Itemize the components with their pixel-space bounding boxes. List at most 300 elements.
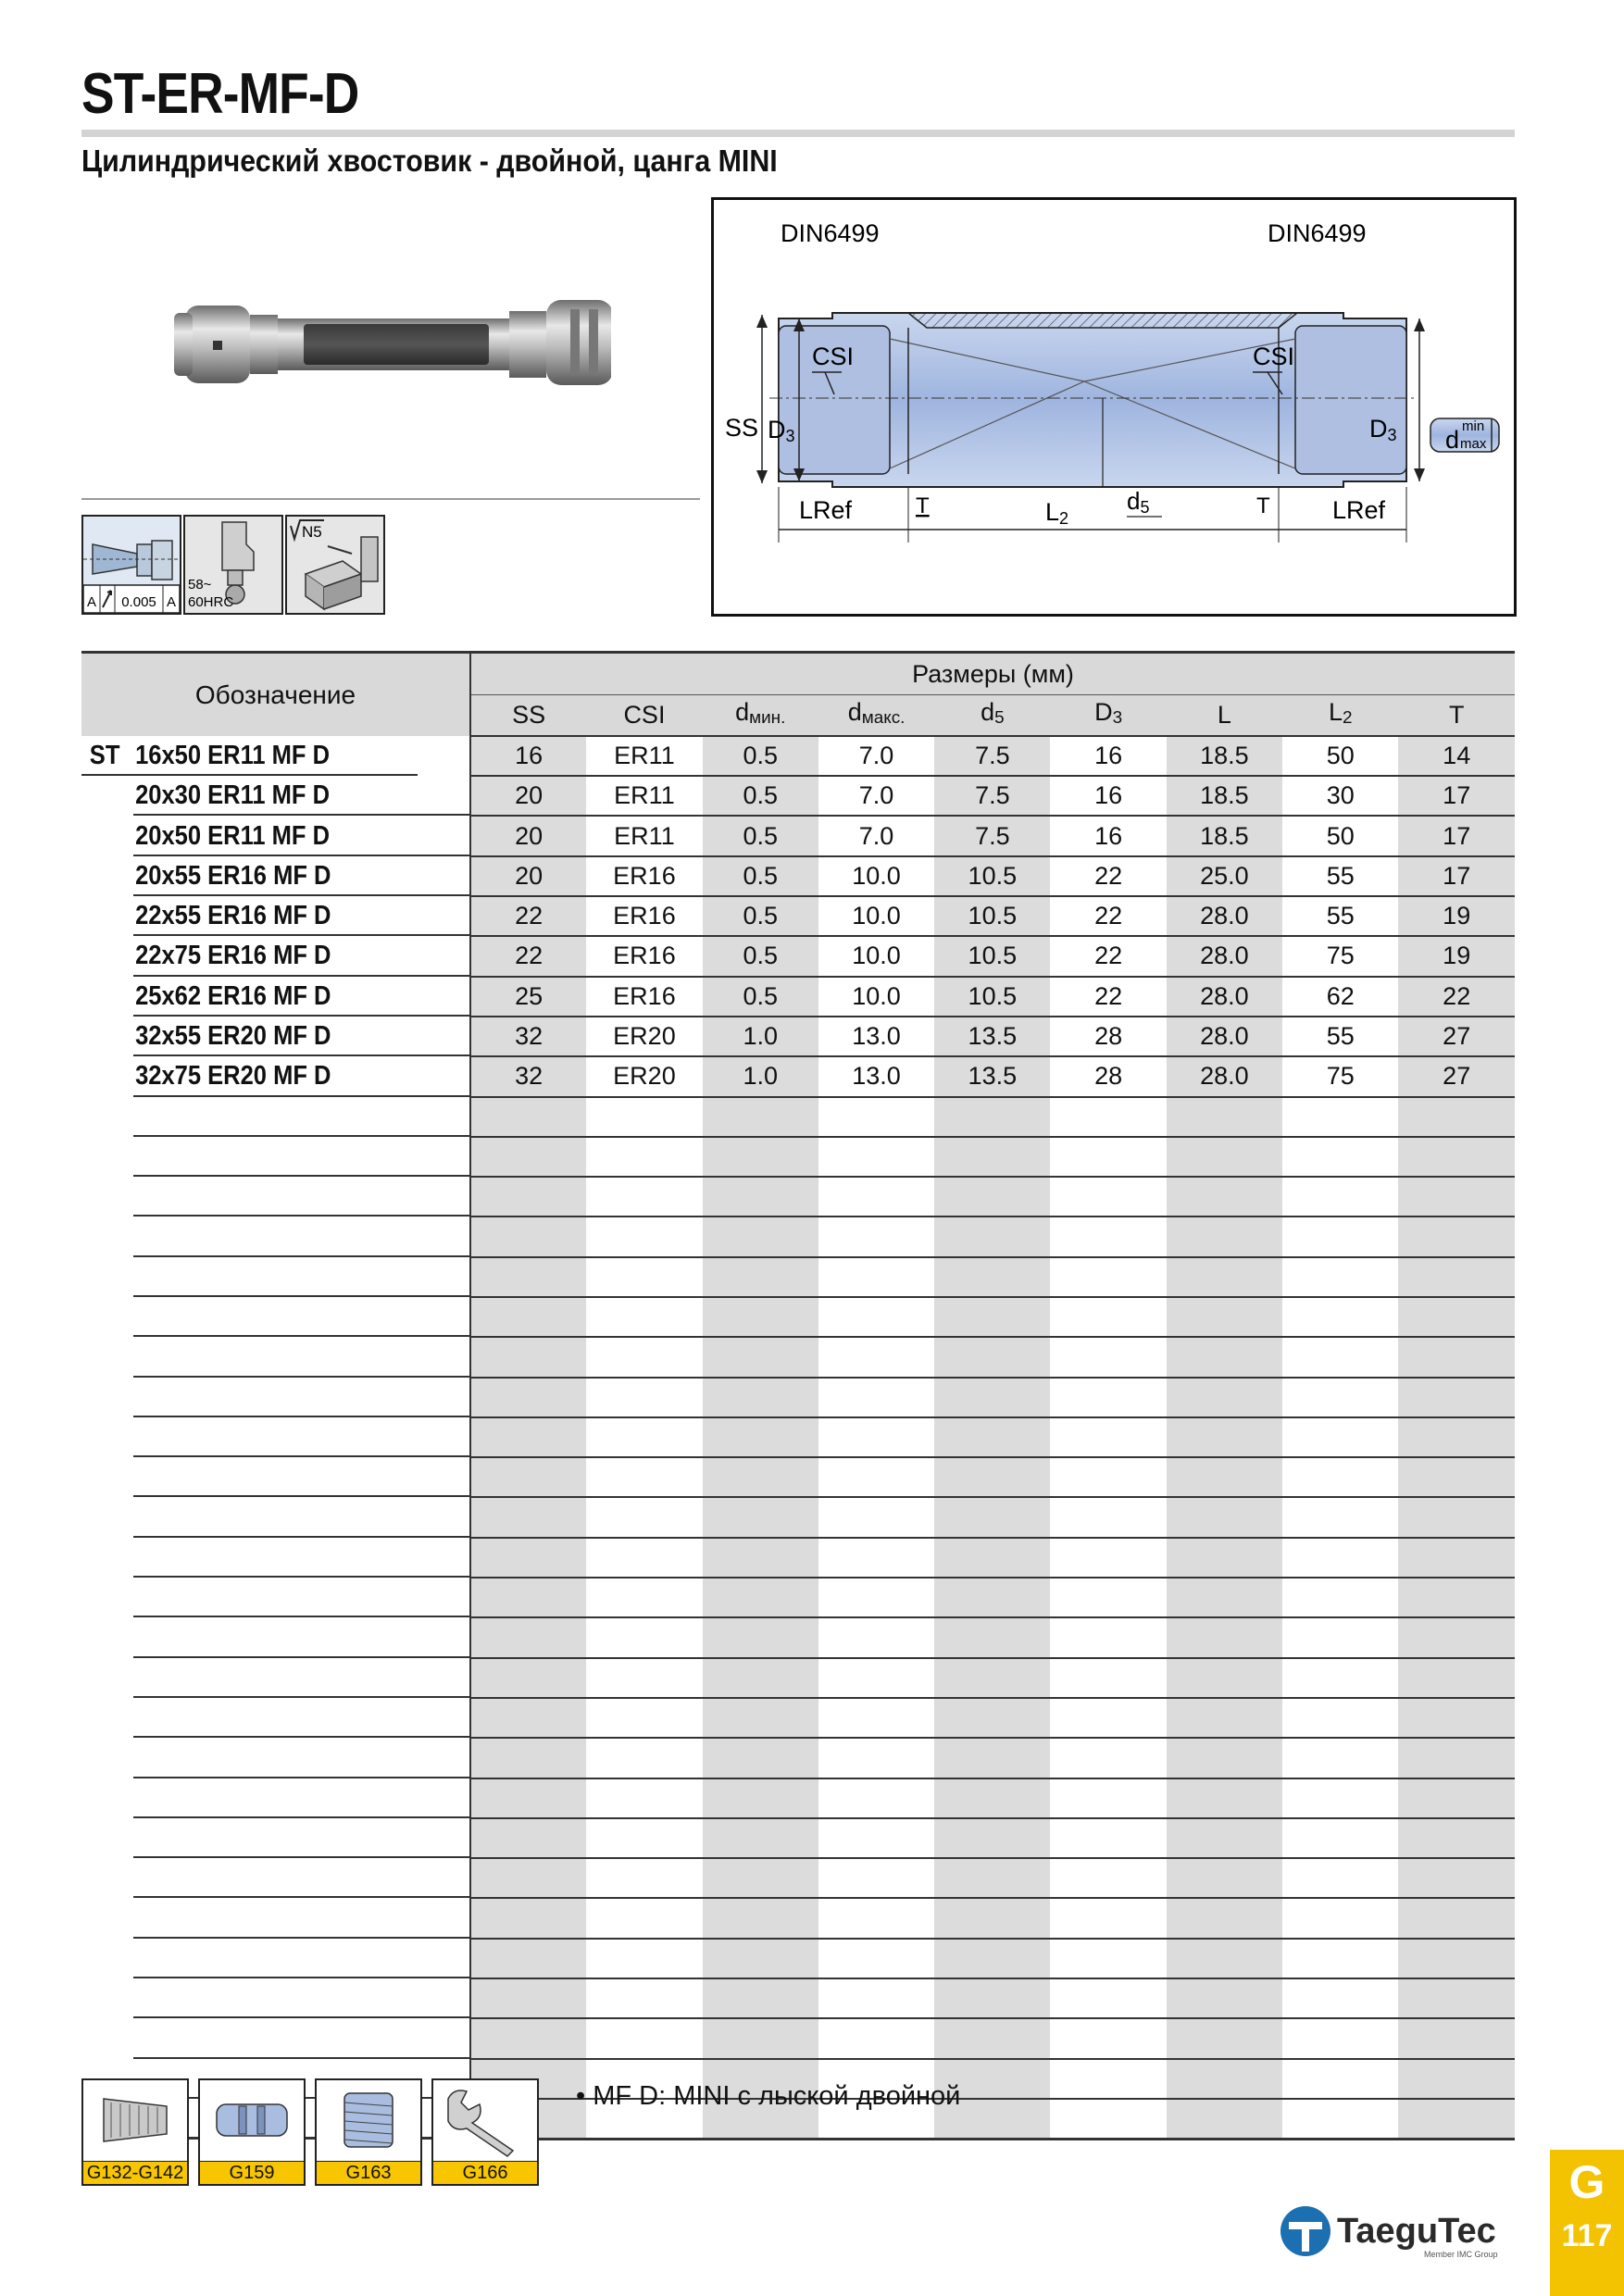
table-cell bbox=[470, 1297, 586, 1337]
table-cell: ER16 bbox=[586, 936, 702, 976]
table-cell bbox=[703, 1257, 818, 1297]
designation-cell bbox=[81, 1858, 470, 1898]
table-cell bbox=[1050, 2099, 1166, 2140]
table-cell bbox=[1398, 1137, 1515, 1177]
designation-cell: 22x75 ER16 MF D bbox=[81, 936, 470, 976]
table-row bbox=[81, 896, 1515, 936]
table-cell bbox=[1050, 1417, 1166, 1457]
table-row bbox=[81, 1297, 1515, 1337]
table-cell: 50 bbox=[1282, 736, 1398, 776]
table-cell bbox=[1050, 1617, 1166, 1657]
table-cell: 7.0 bbox=[818, 816, 934, 855]
ref-wrench[interactable] bbox=[431, 2078, 539, 2186]
table-cell bbox=[703, 1457, 818, 1497]
din-standard-left: DIN6499 bbox=[781, 219, 880, 247]
table-cell: 10.5 bbox=[934, 896, 1050, 936]
table-cell bbox=[1167, 1417, 1282, 1457]
table-cell bbox=[586, 2018, 702, 2058]
table-row bbox=[81, 816, 1515, 855]
table-cell: 7.5 bbox=[934, 736, 1050, 776]
table-cell bbox=[470, 1778, 586, 1818]
table-row bbox=[81, 1617, 1515, 1657]
table-cell: 19 bbox=[1398, 936, 1515, 976]
table-row bbox=[81, 1097, 1515, 1137]
designation-cell bbox=[81, 1177, 470, 1217]
designation-cell bbox=[81, 1297, 470, 1337]
table-cell bbox=[1398, 1617, 1515, 1657]
table-cell bbox=[1398, 1457, 1515, 1497]
table-cell: 16 bbox=[1050, 736, 1166, 776]
table-cell: ER20 bbox=[586, 1056, 702, 1096]
table-cell bbox=[703, 1818, 818, 1858]
table-cell bbox=[934, 1378, 1050, 1417]
table-cell bbox=[818, 1578, 934, 1617]
table-cell: 10.0 bbox=[818, 856, 934, 896]
hardness-line2: 60HRC bbox=[188, 594, 234, 610]
table-cell bbox=[1282, 2099, 1398, 2140]
table-cell: 17 bbox=[1398, 776, 1515, 816]
table-cell bbox=[703, 2018, 818, 2058]
table-cell bbox=[1282, 1658, 1398, 1698]
table-cell bbox=[818, 1939, 934, 1978]
table-cell bbox=[586, 1497, 702, 1537]
table-cell: 0.5 bbox=[703, 896, 818, 936]
designation-cell bbox=[81, 1257, 470, 1297]
footnote: • MF D: MINI с лыской двойной bbox=[576, 2081, 961, 2111]
table-cell bbox=[1167, 1738, 1282, 1778]
table-cell bbox=[703, 1538, 818, 1578]
title-rule bbox=[81, 130, 1515, 137]
table-cell bbox=[934, 1898, 1050, 1938]
table-cell: 0.5 bbox=[703, 856, 818, 896]
d5-label: d5 bbox=[1127, 487, 1150, 517]
table-cell bbox=[818, 1257, 934, 1297]
dimensions-header: Размеры (мм) bbox=[470, 653, 1515, 695]
table-cell bbox=[934, 1257, 1050, 1297]
table-cell bbox=[818, 2018, 934, 2058]
table-cell: 22 bbox=[1050, 936, 1166, 976]
table-cell bbox=[1282, 1378, 1398, 1417]
table-cell bbox=[1050, 1297, 1166, 1337]
designation-cell bbox=[81, 1457, 470, 1497]
clamping-nut-icon bbox=[317, 2080, 420, 2160]
table-cell bbox=[470, 1497, 586, 1537]
table-cell: 1.0 bbox=[703, 1056, 818, 1096]
designation-cell bbox=[81, 1738, 470, 1778]
table-cell: 7.0 bbox=[818, 776, 934, 816]
table-cell: 22 bbox=[1050, 977, 1166, 1017]
table-cell bbox=[1167, 1818, 1282, 1858]
table-cell bbox=[1282, 1217, 1398, 1256]
table-cell bbox=[703, 1578, 818, 1617]
table-row bbox=[81, 1538, 1515, 1578]
table-cell: 17 bbox=[1398, 856, 1515, 896]
table-cell bbox=[470, 1738, 586, 1778]
table-cell bbox=[1398, 1698, 1515, 1738]
table-row bbox=[81, 1578, 1515, 1617]
table-cell bbox=[1398, 1658, 1515, 1698]
table-cell bbox=[1167, 1658, 1282, 1698]
table-cell bbox=[934, 2018, 1050, 2058]
designation-cell: 32x55 ER20 MF D bbox=[81, 1017, 470, 1056]
table-cell bbox=[1282, 1578, 1398, 1617]
table-cell bbox=[1282, 1978, 1398, 2018]
table-cell bbox=[470, 1698, 586, 1738]
table-row bbox=[81, 1337, 1515, 1377]
designation-cell: 20x55 ER16 MF D bbox=[81, 856, 470, 896]
table-cell bbox=[1398, 1497, 1515, 1537]
table-cell bbox=[586, 1858, 702, 1898]
table-cell bbox=[470, 1858, 586, 1898]
runout-value: 0.005 bbox=[121, 594, 156, 610]
table-cell bbox=[1398, 1217, 1515, 1256]
table-cell bbox=[934, 1337, 1050, 1377]
collet-nut-icon bbox=[200, 2080, 304, 2160]
table-cell bbox=[470, 1939, 586, 1978]
table-cell bbox=[1282, 1818, 1398, 1858]
table-cell bbox=[703, 1617, 818, 1657]
table-cell bbox=[1282, 1097, 1398, 1137]
table-cell: 20 bbox=[470, 776, 586, 816]
brand-tagline: Member IMC Group bbox=[1424, 2250, 1498, 2259]
table-row bbox=[81, 1778, 1515, 1818]
table-cell: 62 bbox=[1282, 977, 1398, 1017]
designation-cell: 20x50 ER11 MF D bbox=[81, 816, 470, 855]
table-cell bbox=[1282, 1257, 1398, 1297]
table-row bbox=[81, 1457, 1515, 1497]
table-cell: 25.0 bbox=[1167, 856, 1282, 896]
table-cell bbox=[1282, 1497, 1398, 1537]
table-cell: 55 bbox=[1282, 856, 1398, 896]
designation-cell bbox=[81, 1417, 470, 1457]
table-cell bbox=[586, 1538, 702, 1578]
table-cell bbox=[934, 1538, 1050, 1578]
table-cell: ER11 bbox=[586, 736, 702, 776]
table-row bbox=[81, 1378, 1515, 1417]
table-cell bbox=[586, 1337, 702, 1377]
table-cell: 22 bbox=[1050, 856, 1166, 896]
table-cell bbox=[934, 1818, 1050, 1858]
table-row bbox=[81, 1257, 1515, 1297]
runout-pictogram bbox=[81, 515, 181, 615]
table-cell bbox=[470, 1417, 586, 1457]
table-cell bbox=[470, 1337, 586, 1377]
designation-cell: 20x30 ER11 MF D bbox=[81, 776, 470, 816]
table-cell bbox=[1167, 1297, 1282, 1337]
table-cell bbox=[586, 1378, 702, 1417]
table-cell bbox=[1050, 1257, 1166, 1297]
table-cell bbox=[586, 1457, 702, 1497]
table-cell bbox=[1167, 1978, 1282, 2018]
table-cell bbox=[1398, 1939, 1515, 1978]
table-cell: 30 bbox=[1282, 776, 1398, 816]
product-photo bbox=[148, 202, 611, 443]
table-cell bbox=[703, 1378, 818, 1417]
table-cell bbox=[1282, 2018, 1398, 2058]
table-row bbox=[81, 1658, 1515, 1698]
table-cell bbox=[1050, 2059, 1166, 2099]
csi-label-right: CSI bbox=[1253, 343, 1295, 370]
table-cell bbox=[1167, 1497, 1282, 1537]
table-cell bbox=[934, 1497, 1050, 1537]
lref-label-left: LRef bbox=[799, 496, 853, 524]
table-cell bbox=[470, 1538, 586, 1578]
table-cell: 7.0 bbox=[818, 736, 934, 776]
d-range-label: d bbox=[1445, 426, 1460, 454]
ref-label: G163 bbox=[317, 2161, 420, 2184]
table-cell bbox=[703, 1738, 818, 1778]
table-cell: 27 bbox=[1398, 1056, 1515, 1096]
column-header: L bbox=[1167, 695, 1282, 736]
designation-cell bbox=[81, 1137, 470, 1177]
table-cell bbox=[934, 1778, 1050, 1818]
table-cell: 17 bbox=[1398, 816, 1515, 855]
table-cell bbox=[1167, 2099, 1282, 2140]
table-cell bbox=[1167, 1898, 1282, 1938]
table-cell bbox=[586, 1778, 702, 1818]
table-cell bbox=[703, 1097, 818, 1137]
table-cell: 32 bbox=[470, 1017, 586, 1056]
table-cell: ER16 bbox=[586, 896, 702, 936]
table-cell: 28.0 bbox=[1167, 1056, 1282, 1096]
ref-collets[interactable] bbox=[81, 2078, 189, 2186]
table-cell bbox=[470, 1818, 586, 1858]
table-cell: 32 bbox=[470, 1056, 586, 1096]
csi-label-left: CSI bbox=[812, 343, 855, 370]
t-label-left: T bbox=[916, 493, 930, 518]
table-cell: 0.5 bbox=[703, 977, 818, 1017]
table-cell bbox=[470, 1898, 586, 1938]
table-cell: 18.5 bbox=[1167, 776, 1282, 816]
table-row bbox=[81, 1858, 1515, 1898]
designation-cell bbox=[81, 1617, 470, 1657]
ref-label: G166 bbox=[433, 2161, 537, 2184]
table-cell bbox=[1050, 1177, 1166, 1217]
table-cell bbox=[703, 1297, 818, 1337]
table-cell bbox=[1398, 1337, 1515, 1377]
table-cell bbox=[470, 1097, 586, 1137]
table-cell: ER16 bbox=[586, 977, 702, 1017]
page-number: 117 bbox=[1561, 2218, 1613, 2253]
table-cell bbox=[470, 1978, 586, 2018]
table-cell bbox=[1398, 1257, 1515, 1297]
table-cell bbox=[934, 1417, 1050, 1457]
brand-name: TaeguTec bbox=[1337, 2212, 1496, 2251]
table-cell bbox=[1050, 1538, 1166, 1578]
table-cell bbox=[586, 1738, 702, 1778]
table-cell bbox=[470, 1617, 586, 1657]
table-row bbox=[81, 1898, 1515, 1938]
table-cell: ER16 bbox=[586, 856, 702, 896]
table-cell: 0.5 bbox=[703, 936, 818, 976]
table-cell bbox=[1167, 1939, 1282, 1978]
table-cell bbox=[934, 1097, 1050, 1137]
column-header: $d_{макс.}$ bbox=[818, 695, 934, 736]
table-cell bbox=[1050, 1939, 1166, 1978]
designation-cell bbox=[81, 1778, 470, 1818]
table-cell bbox=[818, 1378, 934, 1417]
table-cell: 14 bbox=[1398, 736, 1515, 776]
table-cell bbox=[1282, 1698, 1398, 1738]
table-cell: 18.5 bbox=[1167, 816, 1282, 855]
table-cell: 50 bbox=[1282, 816, 1398, 855]
table-row bbox=[81, 776, 1515, 816]
table-cell bbox=[703, 1497, 818, 1537]
table-cell bbox=[934, 1457, 1050, 1497]
table-cell bbox=[818, 1658, 934, 1698]
table-cell: 16 bbox=[470, 736, 586, 776]
table-cell: 1.0 bbox=[703, 1017, 818, 1056]
table-cell bbox=[1282, 1898, 1398, 1938]
table-cell bbox=[818, 1738, 934, 1778]
l2-label: L2 bbox=[1045, 498, 1069, 528]
table-cell bbox=[1167, 1858, 1282, 1898]
table-cell bbox=[934, 1297, 1050, 1337]
table-cell bbox=[586, 1297, 702, 1337]
table-cell bbox=[586, 1217, 702, 1256]
table-cell bbox=[470, 1378, 586, 1417]
table-cell bbox=[586, 1257, 702, 1297]
table-cell bbox=[703, 1978, 818, 2018]
table-cell bbox=[818, 1858, 934, 1898]
table-cell bbox=[818, 1297, 934, 1337]
table-cell bbox=[934, 1658, 1050, 1698]
hardness-icon bbox=[185, 517, 281, 613]
table-cell: 22 bbox=[1398, 977, 1515, 1017]
table-cell bbox=[1282, 1939, 1398, 1978]
table-cell bbox=[818, 1898, 934, 1938]
table-cell bbox=[703, 1337, 818, 1377]
table-cell bbox=[1050, 1137, 1166, 1177]
table-cell bbox=[470, 1217, 586, 1256]
photo-divider bbox=[81, 498, 700, 500]
table-cell bbox=[586, 1698, 702, 1738]
table-cell: 25 bbox=[470, 977, 586, 1017]
table-cell: 75 bbox=[1282, 1056, 1398, 1096]
table-cell: 13.5 bbox=[934, 1056, 1050, 1096]
table-cell bbox=[934, 1177, 1050, 1217]
table-cell bbox=[1050, 1658, 1166, 1698]
table-cell: 18.5 bbox=[1167, 736, 1282, 776]
table-cell bbox=[1050, 1698, 1166, 1738]
table-cell bbox=[703, 1658, 818, 1698]
table-cell: 27 bbox=[1398, 1017, 1515, 1056]
table-cell bbox=[470, 1257, 586, 1297]
table-cell: 0.5 bbox=[703, 816, 818, 855]
d-min-label: min bbox=[1462, 418, 1485, 434]
table-cell bbox=[703, 1858, 818, 1898]
table-cell bbox=[1282, 2059, 1398, 2099]
table-cell bbox=[1282, 1297, 1398, 1337]
table-row bbox=[81, 936, 1515, 976]
table-row bbox=[81, 856, 1515, 896]
table-cell bbox=[470, 1177, 586, 1217]
table-cell bbox=[818, 1818, 934, 1858]
table-cell bbox=[1398, 1417, 1515, 1457]
table-cell bbox=[1167, 1457, 1282, 1497]
table-cell bbox=[818, 1217, 934, 1256]
table-cell bbox=[934, 1939, 1050, 1978]
table-cell bbox=[470, 1137, 586, 1177]
table-cell: 28 bbox=[1050, 1056, 1166, 1096]
table-cell: 28.0 bbox=[1167, 1017, 1282, 1056]
table-row bbox=[81, 1698, 1515, 1738]
table-cell bbox=[470, 1578, 586, 1617]
table-cell bbox=[1282, 1457, 1398, 1497]
table-cell bbox=[1050, 2018, 1166, 2058]
table-cell bbox=[1282, 1858, 1398, 1898]
table-cell: 10.0 bbox=[818, 936, 934, 976]
designation-cell bbox=[81, 1698, 470, 1738]
table-cell bbox=[1167, 1698, 1282, 1738]
table-cell bbox=[1398, 2018, 1515, 2058]
table-cell: 55 bbox=[1282, 896, 1398, 936]
d-max-label: max bbox=[1460, 436, 1487, 452]
table-cell: 19 bbox=[1398, 896, 1515, 936]
table-cell: 10.0 bbox=[818, 977, 934, 1017]
table-cell bbox=[586, 1097, 702, 1137]
table-row bbox=[81, 1738, 1515, 1778]
designation-cell bbox=[81, 1898, 470, 1938]
table-cell bbox=[586, 1417, 702, 1457]
table-cell bbox=[818, 1137, 934, 1177]
table-cell bbox=[818, 1097, 934, 1137]
d3-label-left: D3 bbox=[768, 416, 795, 445]
table-cell bbox=[470, 1658, 586, 1698]
designation-cell bbox=[81, 2018, 470, 2058]
table-cell bbox=[1050, 1337, 1166, 1377]
table-cell bbox=[586, 1578, 702, 1617]
table-cell bbox=[934, 1617, 1050, 1657]
column-header: $D_3$ bbox=[1050, 695, 1166, 736]
table-cell: 20 bbox=[470, 816, 586, 855]
table-cell: 7.5 bbox=[934, 816, 1050, 855]
table-cell: 0.5 bbox=[703, 736, 818, 776]
table-cell: 55 bbox=[1282, 1017, 1398, 1056]
column-header: $L_2$ bbox=[1282, 695, 1398, 736]
table-cell bbox=[1398, 1177, 1515, 1217]
designation-cell: 32x75 ER20 MF D bbox=[81, 1056, 470, 1096]
table-row bbox=[81, 1978, 1515, 2018]
taegutec-logo bbox=[1276, 2200, 1517, 2265]
d3-label-right: D3 bbox=[1369, 415, 1397, 444]
table-cell bbox=[818, 1617, 934, 1657]
table-cell bbox=[703, 1417, 818, 1457]
table-row bbox=[81, 2018, 1515, 2058]
designation-cell bbox=[81, 1939, 470, 1978]
column-header: CSI bbox=[586, 695, 702, 736]
table-cell bbox=[934, 1858, 1050, 1898]
table-cell bbox=[1050, 1978, 1166, 2018]
table-cell bbox=[1398, 1297, 1515, 1337]
table-cell: 22 bbox=[1050, 896, 1166, 936]
table-cell: 10.5 bbox=[934, 977, 1050, 1017]
table-cell bbox=[1050, 1738, 1166, 1778]
table-cell bbox=[1050, 1778, 1166, 1818]
table-row bbox=[81, 1056, 1515, 1096]
designation-cell: 22x55 ER16 MF D bbox=[81, 896, 470, 936]
table-cell bbox=[1282, 1538, 1398, 1578]
datum-a-right: A bbox=[166, 594, 177, 610]
ref-clamping-nut[interactable] bbox=[315, 2078, 422, 2186]
table-cell bbox=[934, 1698, 1050, 1738]
table-cell bbox=[1398, 1818, 1515, 1858]
t-label-right: T bbox=[1256, 493, 1270, 518]
table-cell: 16 bbox=[1050, 776, 1166, 816]
table-cell bbox=[1050, 1818, 1166, 1858]
ref-collet-nut[interactable] bbox=[198, 2078, 306, 2186]
table-cell bbox=[934, 1578, 1050, 1617]
